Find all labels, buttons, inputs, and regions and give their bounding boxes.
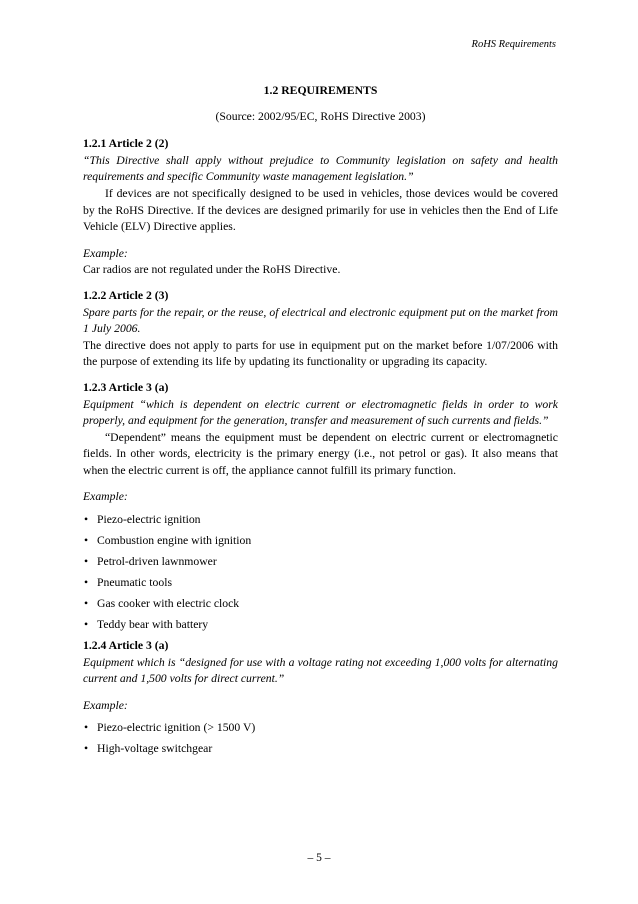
list-item-text: Gas cooker with electric clock: [97, 597, 240, 610]
subsection-1-2-2: [83, 288, 558, 371]
subsection-heading: 1.2.4 Article 3 (a): [83, 638, 169, 652]
source-line: (Source: 2002/95/EC, RoHS Directive 2003): [215, 109, 426, 123]
section-title: 1.2 REQUIREMENTS: [263, 84, 378, 97]
running-header: RoHS Requirements: [471, 39, 556, 50]
example-label: Example:: [83, 246, 128, 260]
bullet-icon: •: [84, 742, 89, 756]
list-item: [83, 741, 558, 758]
directive-quote: Spare parts for the repair, or the reuse, of electrical and electronic equipment put on the market from 1 July 2006.: [83, 305, 558, 336]
subsection-1-2-1: [83, 136, 558, 279]
subsection-1-2-3: [83, 380, 558, 634]
subsection-heading: 1.2.2 Article 2 (3): [83, 288, 169, 302]
list-item: [83, 512, 558, 529]
subsection-heading: 1.2.1 Article 2 (2): [83, 137, 169, 151]
bullet-icon: •: [84, 721, 89, 735]
list-item-text: Piezo-electric ignition (> 1500 V): [97, 721, 256, 735]
directive-quote: “This Directive shall apply without prejudice to Community legislation on safety and health requirements and specific Community waste management legislation.”: [83, 153, 558, 184]
list-item: [83, 720, 558, 737]
bullet-icon: •: [84, 597, 89, 610]
list-item-text: Teddy bear with battery: [97, 617, 209, 631]
list-item-text: Pneumatic tools: [97, 576, 172, 590]
list-item: [83, 533, 558, 550]
bullet-icon: •: [84, 534, 89, 548]
directive-quote: Equipment which is “designed for use with a voltage rating not exceeding 1,000 volts for alternating current and 1,500 volts for direct current.”: [83, 655, 558, 686]
example-text: Car radios are not regulated under the RoHS Directive.: [83, 263, 341, 277]
list-item-text: Petrol-driven lawnmower: [97, 555, 217, 569]
list-item-text: Combustion engine with ignition: [97, 534, 252, 548]
subsection-heading: 1.2.3 Article 3 (a): [83, 380, 169, 394]
bullet-icon: •: [84, 576, 89, 590]
example-list: [83, 512, 558, 634]
page-content: [83, 83, 558, 762]
example-list: [83, 720, 558, 758]
example-label: Example:: [83, 698, 128, 712]
page-number: – 5 –: [307, 852, 331, 864]
subsection-1-2-4: [83, 638, 558, 758]
body-paragraph: The directive does not apply to parts for use in equipment put on the market before 1/07/2006 with the purpose of extending its life by updating its functionality or upgrading its capacity.: [83, 338, 558, 369]
body-paragraph: “Dependent” means the equipment must be dependent on electric current or electromagnetic fields. In other words, electricity is the primary energy (i.e., not petrol or gas). It also means that when the electric current is off, the appliance cannot fulfill its primary function.: [83, 430, 558, 477]
list-item: [83, 617, 558, 634]
list-item: [83, 596, 558, 613]
list-item: [83, 554, 558, 571]
bullet-icon: •: [84, 555, 89, 569]
body-paragraph: If devices are not specifically designed to be used in vehicles, those devices would be covered by the RoHS Directive. If the devices are designed primarily for use in vehicles then the End of Life Vehicle (ELV) Directive applies.: [83, 186, 558, 234]
list-item: [83, 575, 558, 592]
list-item-text: High-voltage switchgear: [97, 742, 213, 756]
bullet-icon: •: [84, 513, 89, 527]
example-label: Example:: [83, 490, 128, 504]
directive-quote: Equipment “which is dependent on electric current or electromagnetic fields in order to work properly, and equipment for the generation, transfer and measurement of such currents and fields.”: [83, 397, 558, 428]
bullet-icon: •: [84, 617, 89, 631]
list-item-text: Piezo-electric ignition: [97, 513, 201, 527]
